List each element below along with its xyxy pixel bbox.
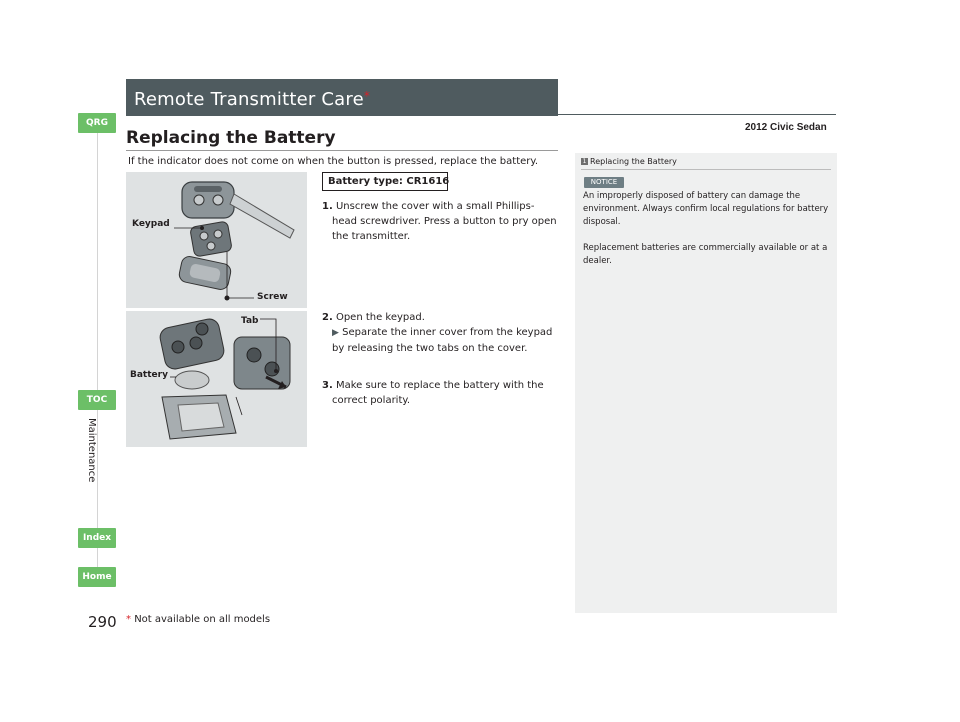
note-divider xyxy=(581,169,831,170)
step-text: Make sure to replace the battery with the correct polarity. xyxy=(332,380,544,406)
qrg-button[interactable]: QRG xyxy=(78,113,116,133)
page-number: 290 xyxy=(88,613,117,631)
header-divider xyxy=(558,114,836,115)
footnote: * Not available on all models xyxy=(126,614,271,625)
transmitter-figure xyxy=(126,172,307,308)
step-number: 1. xyxy=(322,201,333,212)
reference-icon: 1 xyxy=(582,158,587,165)
home-button[interactable]: Home xyxy=(78,567,116,587)
page-title: Remote Transmitter Care* xyxy=(134,89,371,110)
note-paragraph: Replacement batteries are commercially available or at a dealer. xyxy=(583,243,828,266)
step-text: Open the keypad. xyxy=(335,312,425,323)
step-2 xyxy=(322,310,558,356)
arrow-icon: ▶ xyxy=(332,328,339,338)
step-sub-item: ▶ Separate the inner cover from the keypad by releasing the two tabs on the cover. xyxy=(332,327,553,354)
step-text: Unscrew the cover with a small Phillips-head screwdriver. Press a button to pry open the transmitter. xyxy=(332,201,557,242)
note-body xyxy=(583,190,831,281)
section-title: Replacing the Battery xyxy=(126,128,336,148)
note-paragraph: An improperly disposed of battery can damage the environment. Always confirm local regulations for battery disposal. xyxy=(583,191,829,227)
battery-callout: Battery xyxy=(130,370,168,380)
side-divider xyxy=(97,120,98,580)
screw-callout: Screw xyxy=(257,292,288,302)
intro-text: If the indicator does not come on when the button is pressed, replace the battery. xyxy=(128,156,539,167)
note-heading: 1 Replacing the Battery xyxy=(582,157,677,166)
index-button[interactable]: Index xyxy=(78,528,116,548)
battery-type-box: Battery type: CR1616 xyxy=(322,172,448,191)
step-1 xyxy=(322,199,558,244)
keypad-callout: Keypad xyxy=(132,219,170,229)
notice-badge: NOTICE xyxy=(584,177,624,188)
step-number: 2. xyxy=(322,312,333,323)
step-number: 3. xyxy=(322,380,333,391)
tab-callout: Tab xyxy=(241,316,259,326)
toc-button[interactable]: TOC xyxy=(78,390,116,410)
section-divider xyxy=(126,150,558,151)
transmitter-illustration xyxy=(126,172,307,308)
asterisk-mark: * xyxy=(363,89,371,103)
step-3 xyxy=(322,378,558,408)
model-label: 2012 Civic Sedan xyxy=(745,122,827,133)
chapter-label: Maintenance xyxy=(86,418,97,483)
